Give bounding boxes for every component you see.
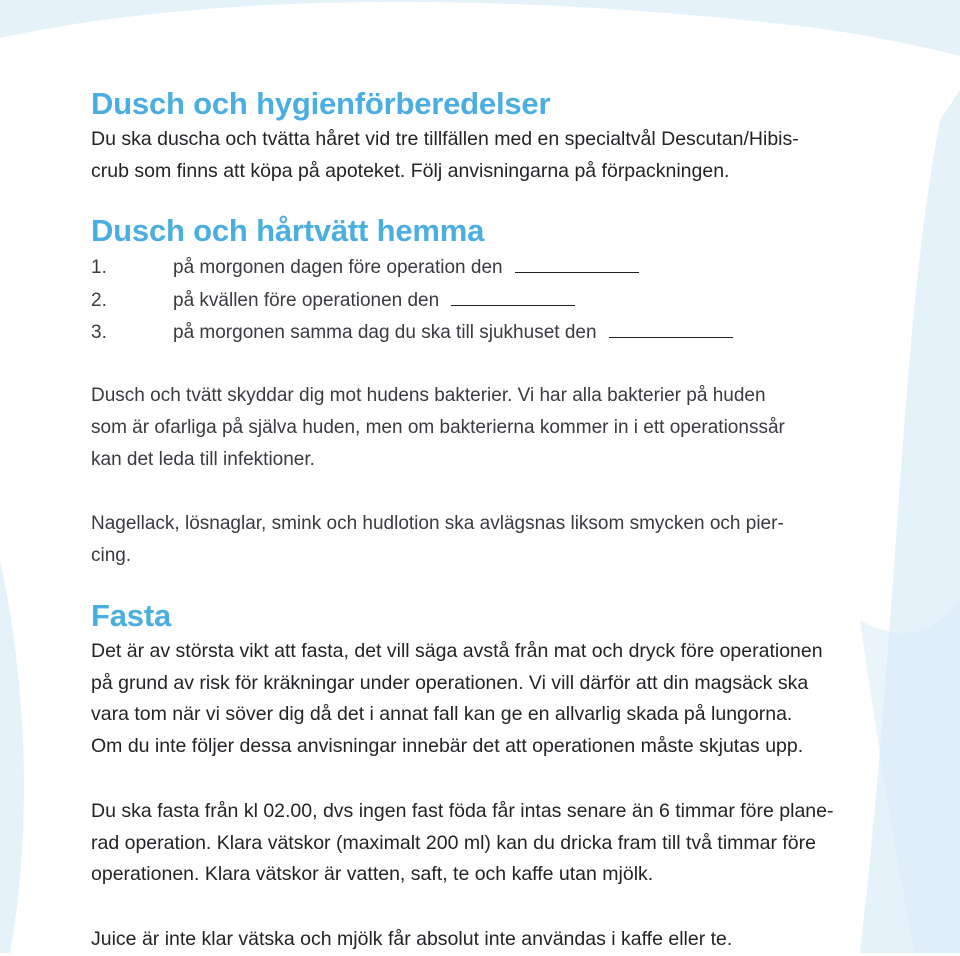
nail-polish-paragraph — [91, 508, 784, 572]
list-item — [91, 252, 733, 285]
text-line: cing. — [91, 545, 132, 566]
text-line: operationen. Klara vätskor är vatten, saft, te och kaffe utan mjölk. — [91, 863, 654, 885]
bacteria-paragraph — [91, 380, 785, 476]
list-number: 1. — [91, 257, 107, 278]
text-line: vara tom när vi söver dig då det i annat fall kan ge en allvarlig skada på lungorna. — [91, 703, 793, 725]
list-text: på morgonen dagen före operation den — [173, 257, 503, 278]
list-number: 3. — [91, 322, 107, 343]
text-line: Du ska fasta från kl 02.00, dvs ingen fast föda får intas senare än 6 timmar före plane- — [91, 800, 834, 822]
text-line: Nagellack, lösnaglar, smink och hudlotion ska avlägsnas liksom smycken och pier- — [91, 513, 784, 534]
text-line: rad operation. Klara vätskor (maximalt 200 ml) kan du dricka fram till två timmar före — [91, 831, 816, 854]
text-line: Du ska duscha och tvätta håret vid tre tillfällen med en specialtvål Descutan/Hibis- — [91, 128, 799, 150]
list-text: på morgonen samma dag du ska till sjukhuset den — [173, 322, 597, 343]
juice-paragraph — [91, 924, 732, 956]
text-line: som är ofarliga på själva huden, men om bakterierna kommer in i ett operationssår — [91, 417, 785, 438]
text-line: kan det leda till infektioner. — [91, 449, 315, 470]
text-line: på grund av risk för kräkningar under operationen. Vi vill därför att din magsäck ska — [91, 671, 809, 694]
text-line: crub som finns att köpa på apoteket. Följ anvisningarna på förpackningen. — [91, 159, 730, 182]
list-item — [91, 285, 733, 318]
heading-home-shower: Dusch och hårtvätt hemma — [91, 213, 485, 248]
text-line: Om du inte följer dessa anvisningar innebär det att operationen måste skjutas upp. — [91, 734, 804, 757]
text-line: Det är av största vikt att fasta, det vill säga avstå från mat och dryck före operationen — [91, 640, 823, 662]
list-text: på kvällen före operationen den — [173, 289, 440, 311]
date-blank-line — [451, 287, 575, 306]
fasting-times-paragraph — [91, 796, 833, 891]
date-blank-line — [609, 319, 733, 338]
text-line: Juice är inte klar vätska och mjölk får absolut inte användas i kaffe eller te. — [91, 928, 733, 950]
text-line: Dusch och tvätt skyddar dig mot hudens bakterier. Vi har alla bakterier på huden — [91, 385, 766, 406]
hygiene-paragraph — [91, 124, 799, 187]
fasting-paragraph — [91, 636, 823, 762]
list-number: 2. — [91, 289, 107, 311]
date-blank-line — [515, 254, 639, 273]
heading-hygiene: Dusch och hygienförberedelser — [91, 86, 551, 121]
shower-occasions-list — [91, 252, 733, 350]
heading-fasting: Fasta — [91, 598, 171, 633]
list-item — [91, 317, 733, 350]
